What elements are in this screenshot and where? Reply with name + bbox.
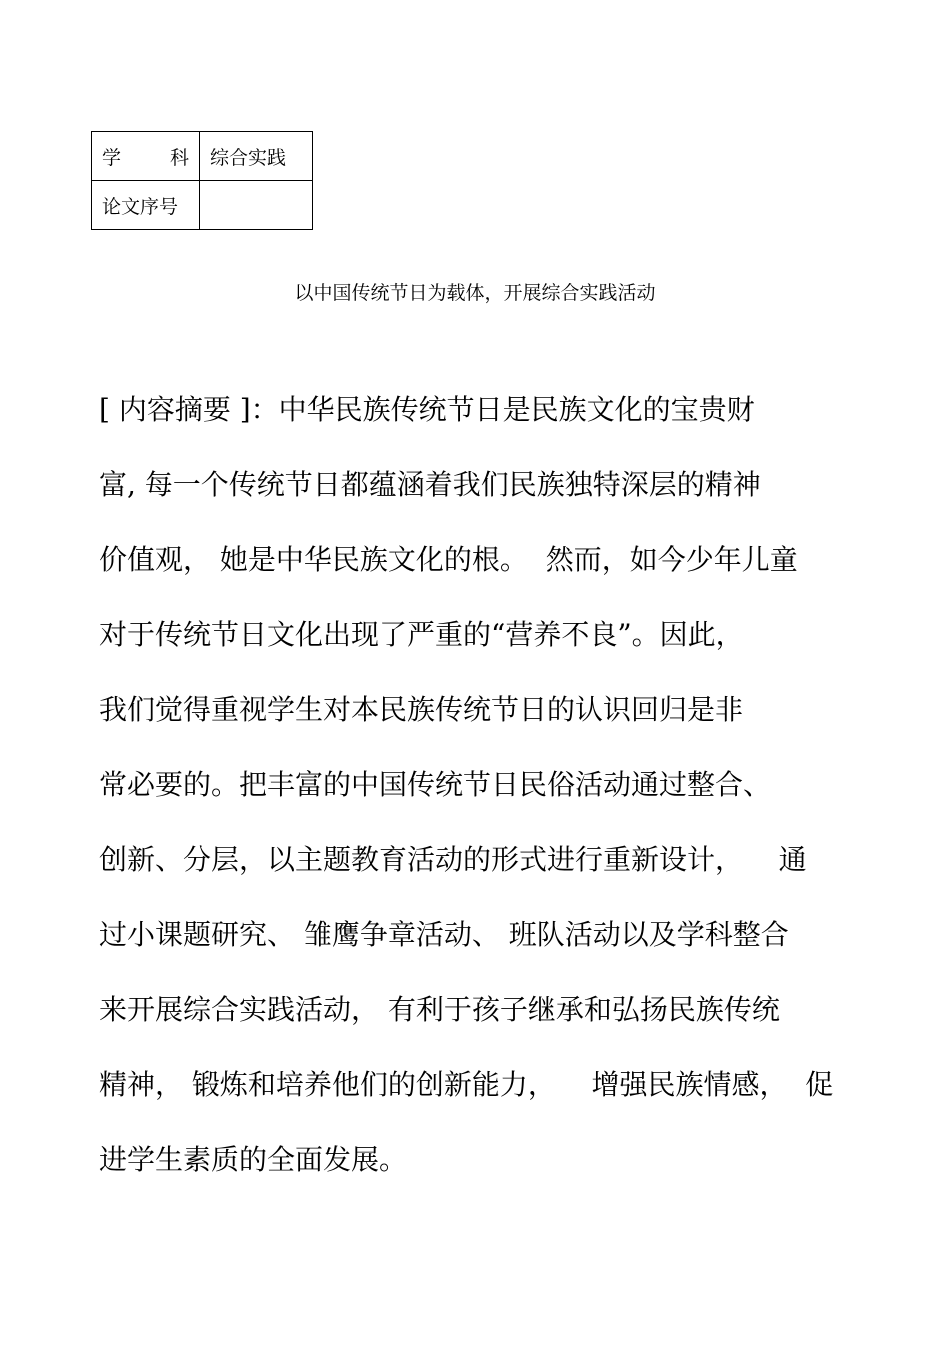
abstract-line: 过小课题研究、 雏鹰争章活动、 班队活动以及学科整合 [99, 918, 789, 951]
abstract-line: 价值观， 她是中华民族文化的根。 然而，如今少年儿童 [99, 543, 798, 576]
subject-row [92, 132, 313, 181]
subject-value: 综合实践 [200, 132, 313, 181]
paper-title: 以中国传统节日为载体，开展综合实践活动 [294, 282, 656, 304]
paper-number-value [200, 181, 313, 230]
abstract-line: 我们觉得重视学生对本民族传统节日的认识回归是非 [99, 693, 744, 726]
info-table [91, 131, 313, 230]
abstract-line: 来开展综合实践活动， 有利于孩子继承和弘扬民族传统 [99, 993, 780, 1026]
paper-number-label: 论文序号 [92, 181, 200, 230]
subject-label [92, 132, 200, 181]
abstract-line: 常必要的。把丰富的中国传统节日民俗活动通过整合、 [99, 768, 772, 801]
abstract-line: 富, 每一个传统节日都蕴涵着我们民族独特深层的精神 [99, 468, 761, 501]
subject-label-char: 学 [102, 146, 122, 169]
abstract-line: 对于传统节日文化出现了严重的“营养不良”。因此， [99, 618, 744, 651]
abstract-line: 进学生素质的全面发展。 [99, 1143, 408, 1176]
abstract-line: 创新、分层，以主题教育活动的形式进行重新设计， 通 [99, 843, 807, 876]
subject-label-char: 科 [169, 146, 189, 169]
abstract-line: [ 内容摘要 ]：中华民族传统节日是民族文化的宝贵财 [99, 393, 755, 426]
paper-number-row [92, 181, 313, 230]
abstract-line: 精神， 锻炼和培养他们的创新能力， 增强民族情感， 促 [99, 1068, 834, 1101]
